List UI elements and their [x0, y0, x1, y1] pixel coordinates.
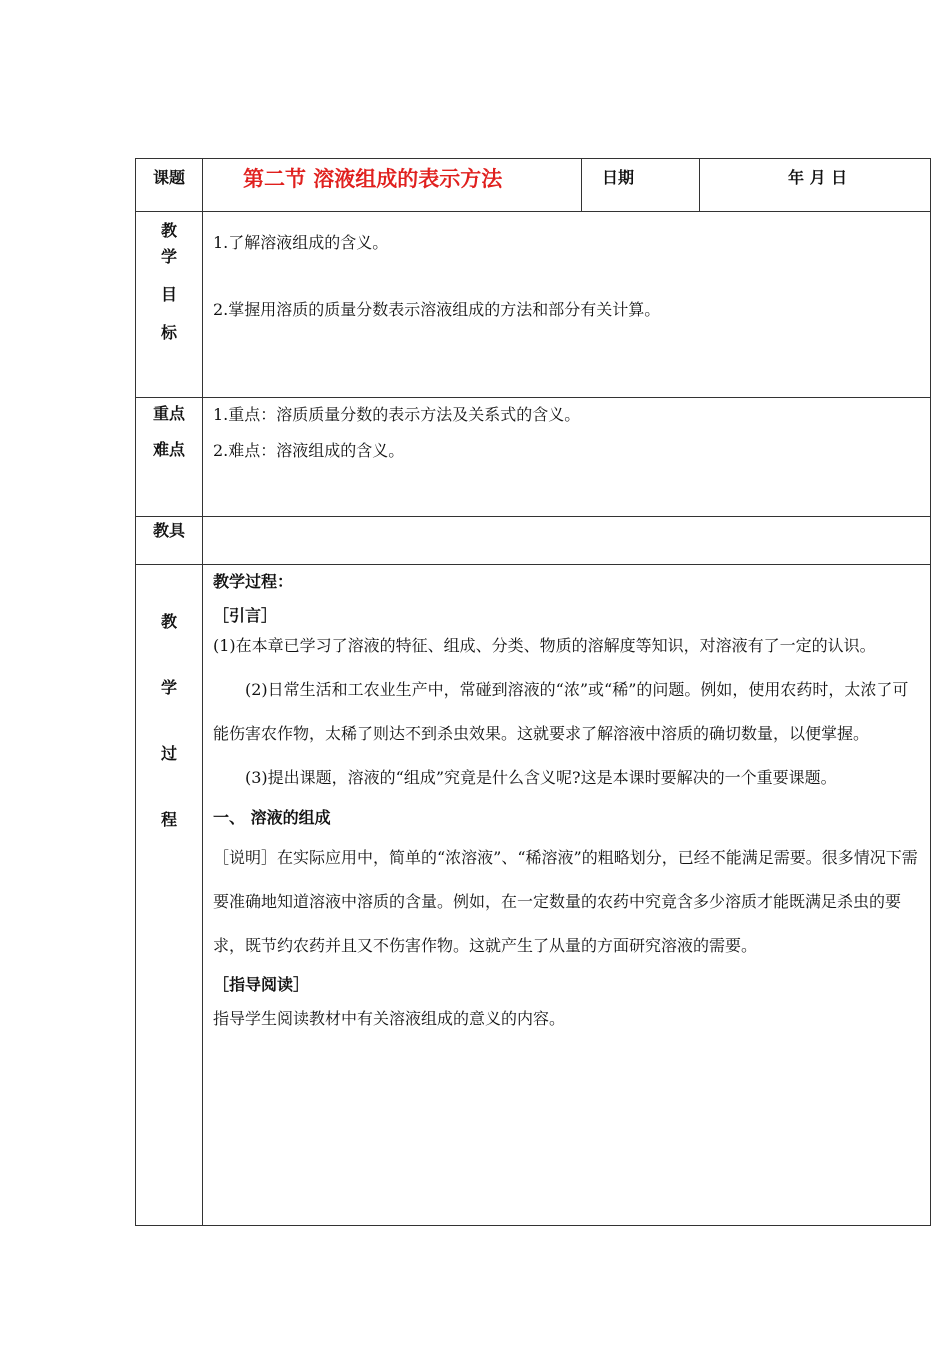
process-label-char: 学	[160, 678, 177, 697]
lesson-plan-table	[135, 158, 931, 1226]
objectives-label	[136, 212, 203, 398]
objectives-row	[136, 212, 931, 398]
section-heading: 一、 溶液的组成	[213, 808, 331, 827]
process-row	[136, 565, 931, 1226]
process-label	[136, 565, 203, 1226]
process-paragraph: (2)日常生活和工农业生产中，常碰到溶液的“浓”或“稀”的问题。例如，使用农药时，太浓了可能伤害农作物，太稀了则达不到杀虫效果。这就要求了解溶液中溶质的确切数量，以便掌握。	[213, 680, 909, 743]
objectives-label-char: 学	[160, 247, 177, 266]
process-label-char: 教	[160, 612, 177, 631]
key-points-content	[203, 398, 931, 517]
process-label-char: 过	[160, 744, 177, 763]
process-paragraph: (1)在本章已学习了溶液的特征、组成、分类、物质的溶解度等知识，对溶液有了一定的认识。	[213, 636, 876, 655]
objectives-label-char: 教	[160, 221, 177, 240]
key-points-label-line: 重点	[152, 404, 185, 423]
tools-label: 教具	[136, 517, 203, 565]
process-paragraph: (3)提出课题，溶液的“组成”究竟是什么含义呢?这是本课时要解决的一个重要课题。	[245, 768, 837, 787]
process-label-char: 程	[160, 810, 177, 829]
intro-tag: ［引言］	[213, 606, 278, 625]
process-paragraph: ［说明］在实际应用中，简单的“浓溶液”、“稀溶液”的粗略划分，已经不能满足需要。很多情况下需要准确地知道溶液中溶质的含量。例如，在一定数量的农药中究竟含多少溶质才能既满足杀虫的要求，既节约农药并且又不伤害作物。这就产生了从量的方面研究溶液的需要。	[213, 848, 918, 955]
objectives-label-char: 标	[160, 323, 177, 342]
objective-item: 2.掌握用溶质的质量分数表示溶液组成的方法和部分有关计算。	[213, 300, 661, 319]
key-points-label-line: 难点	[152, 440, 185, 459]
key-point-item: 2.难点：溶液组成的含义。	[213, 441, 405, 460]
objectives-label-char: 目	[160, 285, 177, 304]
key-points-row	[136, 398, 931, 517]
topic-label: 课题	[136, 159, 203, 212]
tools-content	[203, 517, 931, 565]
guide-tag: ［指导阅读］	[213, 975, 310, 994]
lesson-title: 第二节 溶液组成的表示方法	[203, 159, 582, 212]
key-points-label	[136, 398, 203, 517]
tools-row	[136, 517, 931, 565]
key-point-item: 1.重点：溶质质量分数的表示方法及关系式的含义。	[213, 405, 581, 424]
header-row	[136, 159, 931, 212]
date-label: 日期	[582, 159, 700, 212]
objectives-content	[203, 212, 931, 398]
date-value: 年 月 日	[700, 159, 931, 212]
objective-item: 1.了解溶液组成的含义。	[213, 233, 389, 252]
process-paragraph: 指导学生阅读教材中有关溶液组成的意义的内容。	[213, 1009, 566, 1028]
process-heading: 教学过程：	[213, 572, 294, 591]
process-content	[203, 565, 931, 1226]
